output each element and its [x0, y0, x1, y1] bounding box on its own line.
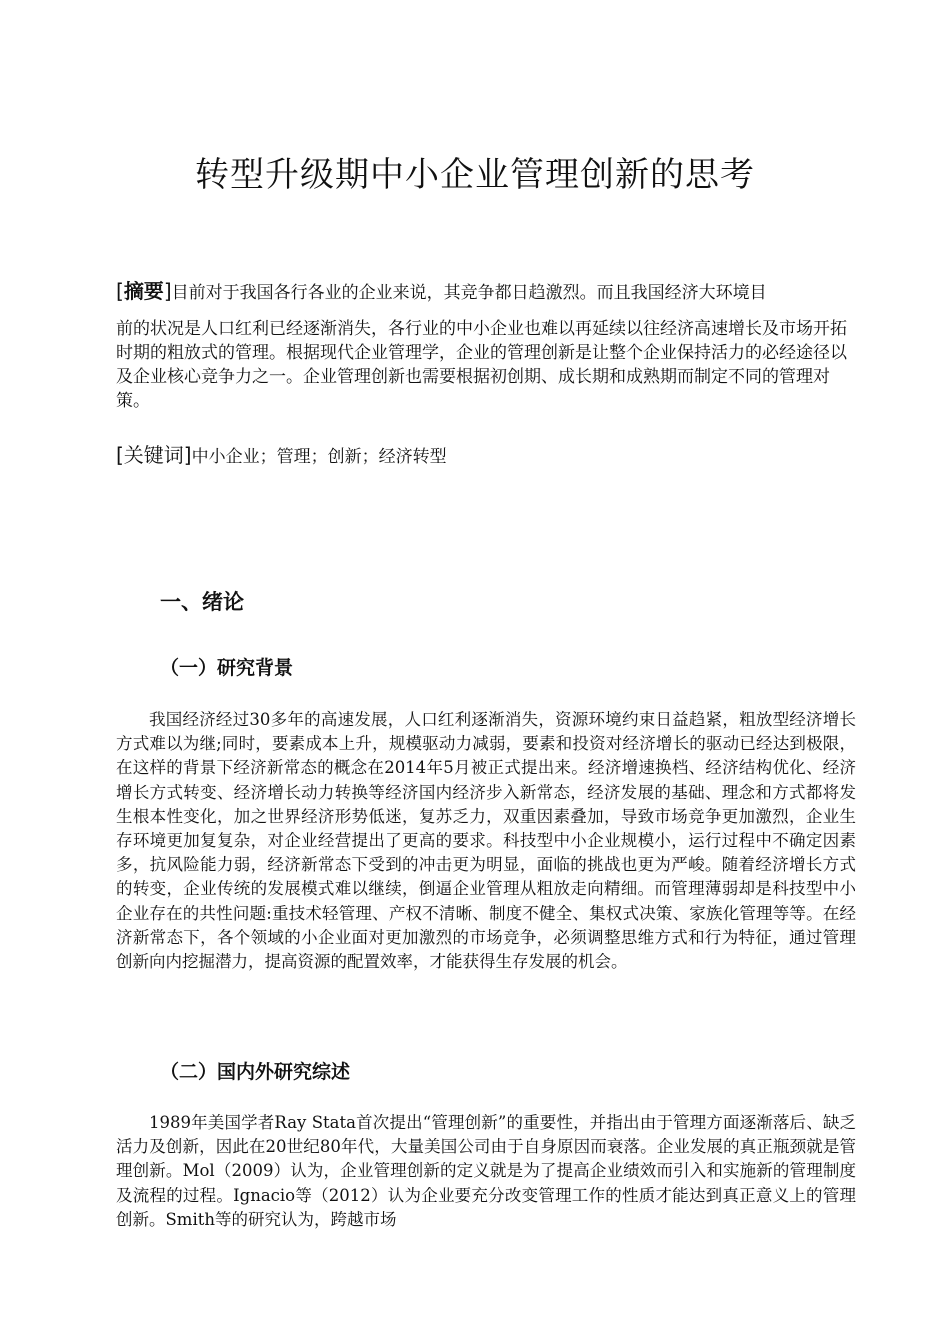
- subsection-heading-literature-review: （二）国内外研究综述: [160, 1061, 351, 1083]
- abstract-bracket-close: ]: [163, 279, 172, 303]
- abstract-first-line: [116, 276, 856, 308]
- section-heading-introduction: 一、绪论: [160, 590, 244, 614]
- paragraph-background: 我国经济经过30多年的高速发展，人口红利逐渐消失，资源环境约束日益趋紧，粗放型经济增长方式难以为继;同时，要素成本上升，规模驱动力减弱，要素和投资对经济增长的驱动已经达到极限，在这样的背景下经济新常态的概念在2014年5月被正式提出来。经济增速换档、经济结构优化、经济增长方式转变、经济增长动力转换等经济国内经济步入新常态，经济发展的基础、理念和方式都将发生根本性变化，加之世界经济形势低迷，复苏乏力，双重因素叠加，导致市场竞争更加激烈，企业生存环境更加复复杂，对企业经营提出了更高的要求。科技型中小企业规模小，运行过程中不确定因素多，抗风险能力弱，经济新常态下受到的冲击更为明显，面临的挑战也更为严峻。随着经济增长方式的转变，企业传统的发展模式难以继续，倒逼企业管理从粗放走向精细。而管理薄弱却是科技型中小企业存在的共性问题:重技术轻管理、产权不清晰、制度不健全、集权式决策、家族化管理等等。在经济新常态下，各个领域的小企业面对更加激烈的市场竞争，必须调整思维方式和行为特征，通过管理创新向内挖掘潜力，提高资源的配置效率，才能获得生存发展的机会。: [116, 710, 856, 972]
- keywords: [116, 440, 856, 472]
- keywords-text: 中小企业；管理；创新；经济转型: [191, 447, 447, 467]
- abstract-first-line-text: 目前对于我国各行各业的企业来说，其竞争都日趋激烈。而且我国经济大环境目: [171, 283, 767, 303]
- subsection-heading-background: （一）研究背景: [160, 657, 294, 679]
- keywords-label: [关键词]: [116, 443, 192, 467]
- abstract-bracket-open: [: [116, 279, 124, 303]
- abstract-label: [116, 279, 172, 303]
- document-title: 转型升级期中小企业管理创新的思考: [195, 155, 755, 195]
- abstract-body: 前的状况是人口红利已经逐渐消失，各行业的中小企业也难以再延续以往经济高速增长及市场开拓时期的粗放式的管理。根据现代企业管理学，企业的管理创新是让整个企业保持活力的必经途径以及企业核心竞争力之一。企业管理创新也需要根据初创期、成长期和成熟期而制定不同的管理对策。: [116, 319, 847, 411]
- abstract-label-text: 摘要: [123, 279, 164, 303]
- paragraph-literature-review: 1989年美国学者Ray Stata首次提出“管理创新”的重要性，并指出由于管理方面逐渐落后、缺乏活力及创新，因此在20世纪80年代，大量美国公司由于自身原因而衰落。企业发展的真正瓶颈就是管理创新。Mol（2009）认为，企业管理创新的定义就是为了提高企业绩效而引入和实施新的管理制度及流程的过程。Ignacio等（2012）认为企业要充分改变管理工作的性质才能达到真正意义上的管理创新。Smith等的研究认为，跨越市场: [116, 1113, 856, 1229]
